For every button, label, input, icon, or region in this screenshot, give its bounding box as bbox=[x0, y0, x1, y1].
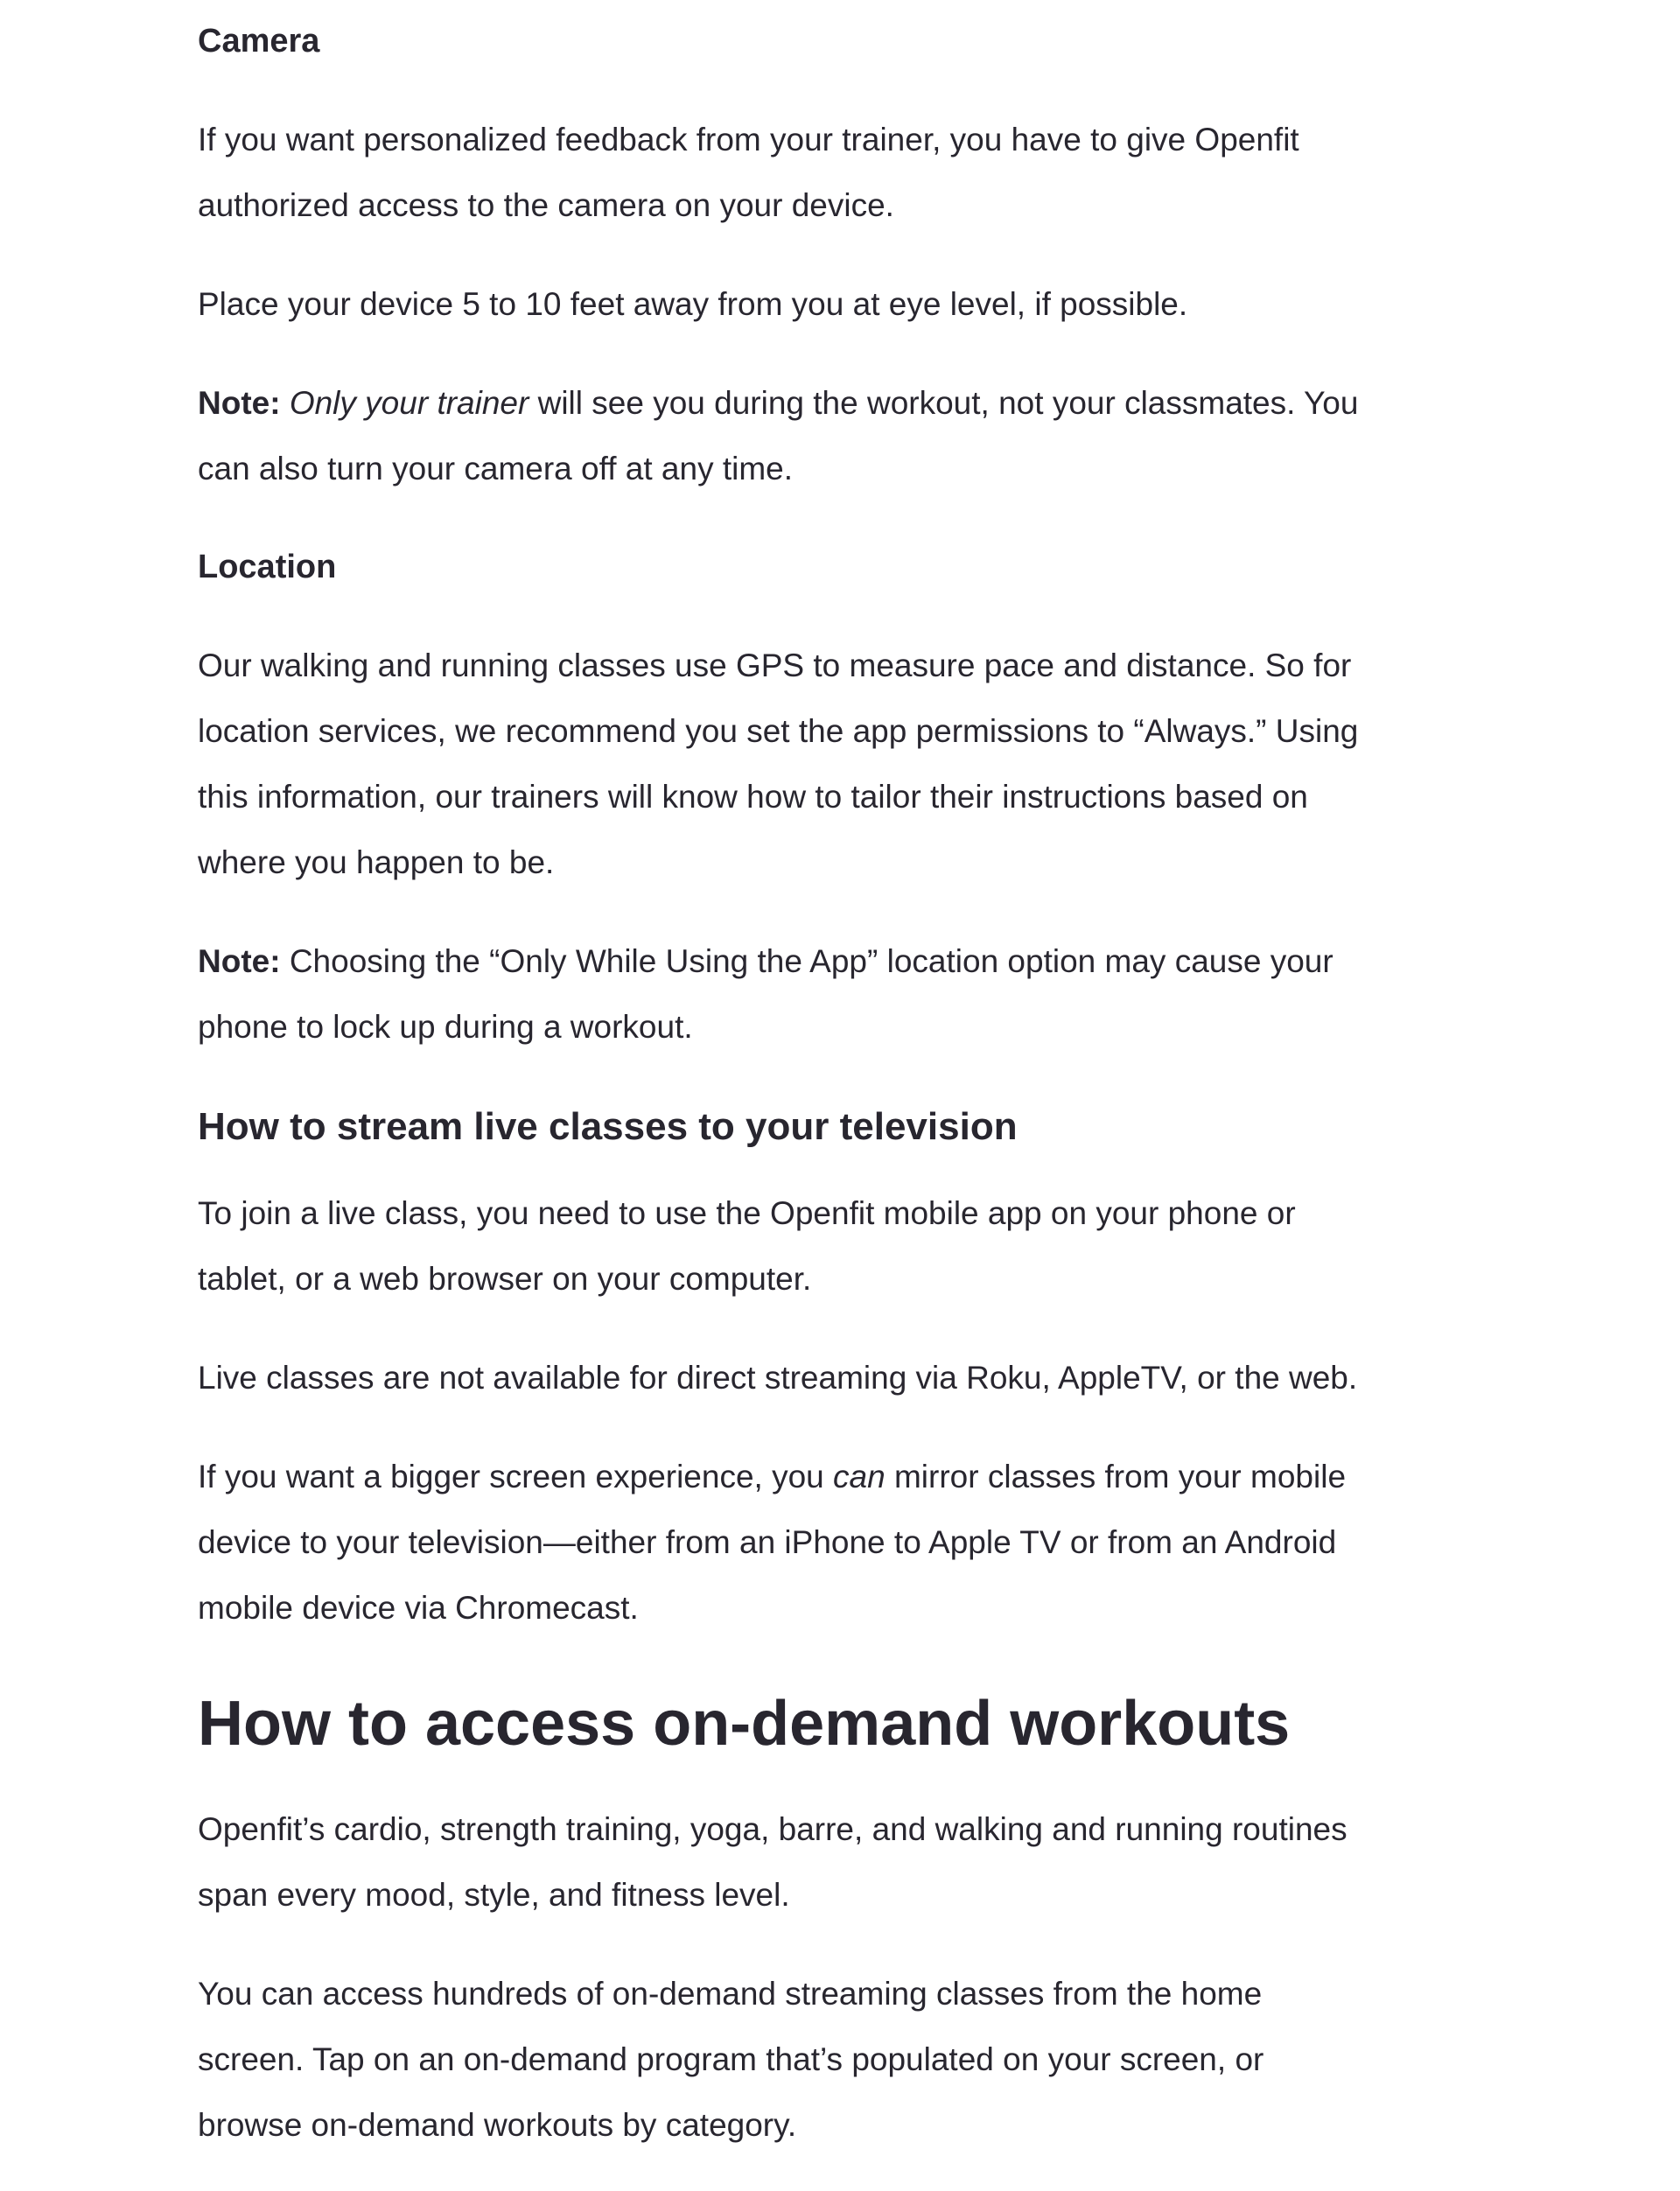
text-line bbox=[198, 633, 1510, 698]
paragraph bbox=[198, 633, 1510, 895]
text-line bbox=[198, 1444, 1510, 1509]
text-segment: tablet, or a web browser on your computer. bbox=[198, 1261, 812, 1297]
text-segment: location services, we recommend you set the app permissions to “Always.” Using bbox=[198, 713, 1359, 749]
paragraph bbox=[198, 370, 1510, 501]
text-line bbox=[198, 1961, 1510, 2026]
paragraph bbox=[198, 1961, 1510, 2158]
italic-text: Only your trainer bbox=[289, 385, 529, 421]
subsection-heading: How to stream live classes to your television bbox=[198, 1105, 1018, 1148]
text-line bbox=[198, 2092, 1510, 2158]
text-segment: where you happen to be. bbox=[198, 844, 555, 880]
text-line bbox=[198, 994, 1510, 1060]
minor-heading: Camera bbox=[198, 23, 320, 60]
paragraph bbox=[198, 271, 1510, 337]
section-heading: How to access on-demand workouts bbox=[198, 1689, 1291, 1759]
text-line bbox=[198, 1796, 1510, 1862]
text-line bbox=[198, 1509, 1510, 1575]
text-segment: If you want a bigger screen experience, you bbox=[198, 1459, 834, 1494]
text-line bbox=[198, 172, 1510, 238]
text-segment: Our walking and running classes use GPS to measure pace and distance. So for bbox=[198, 648, 1352, 683]
text-segment bbox=[281, 385, 290, 421]
minor-heading: Location bbox=[198, 549, 337, 585]
article-body bbox=[198, 9, 1510, 2191]
text-segment: Choosing the “Only While Using the App” location option may cause your bbox=[280, 943, 1334, 979]
italic-text: can bbox=[833, 1459, 886, 1494]
text-line bbox=[198, 1345, 1510, 1410]
paragraph bbox=[198, 928, 1510, 1060]
text-segment: phone to lock up during a workout. bbox=[198, 1009, 693, 1045]
paragraph bbox=[198, 1345, 1510, 1410]
text-segment: Openfit’s cardio, strength training, yoga, barre, and walking and running routines bbox=[198, 1811, 1348, 1847]
text-line bbox=[198, 764, 1510, 830]
text-line bbox=[198, 1180, 1510, 1246]
text-line bbox=[198, 107, 1510, 172]
text-segment: If you want personalized feedback from your trainer, you have to give Openfit bbox=[198, 122, 1299, 158]
paragraph bbox=[198, 1444, 1510, 1641]
paragraph bbox=[198, 107, 1510, 238]
text-line bbox=[198, 1575, 1510, 1641]
text-line bbox=[198, 370, 1510, 436]
text-line bbox=[198, 1246, 1510, 1312]
text-segment: To join a live class, you need to use the Openfit mobile app on your phone or bbox=[198, 1195, 1296, 1231]
text-segment: mirror classes from your mobile bbox=[885, 1459, 1347, 1494]
text-segment: Place your device 5 to 10 feet away from you at eye level, if possible. bbox=[198, 286, 1188, 322]
text-segment: can also turn your camera off at any time. bbox=[198, 451, 794, 486]
text-segment: Live classes are not available for direct streaming via Roku, AppleTV, or the web. bbox=[198, 1360, 1358, 1396]
paragraph bbox=[198, 1796, 1510, 1928]
text-segment: authorized access to the camera on your device. bbox=[198, 187, 894, 223]
text-line bbox=[198, 271, 1510, 337]
text-line bbox=[198, 2026, 1510, 2092]
text-segment: this information, our trainers will know how to tailor their instructions based on bbox=[198, 779, 1308, 815]
text-segment: will see you during the workout, not your classmates. You bbox=[528, 385, 1359, 421]
text-segment: span every mood, style, and fitness level. bbox=[198, 1877, 790, 1913]
text-segment: You can access hundreds of on-demand streaming classes from the home bbox=[198, 1976, 1263, 2012]
paragraph bbox=[198, 1180, 1510, 1312]
text-segment: device to your television—either from an iPhone to Apple TV or from an Android bbox=[198, 1524, 1337, 1560]
text-segment: mobile device via Chromecast. bbox=[198, 1590, 639, 1626]
bold-text: Note: bbox=[198, 385, 281, 421]
text-line bbox=[198, 1862, 1510, 1928]
text-line bbox=[198, 830, 1510, 895]
bold-text: Note: bbox=[198, 943, 281, 979]
text-line bbox=[198, 698, 1510, 764]
text-segment: browse on-demand workouts by category. bbox=[198, 2107, 797, 2143]
text-segment: screen. Tap on an on-demand program that’s populated on your screen, or bbox=[198, 2041, 1264, 2077]
text-line bbox=[198, 436, 1510, 501]
text-line bbox=[198, 928, 1510, 994]
